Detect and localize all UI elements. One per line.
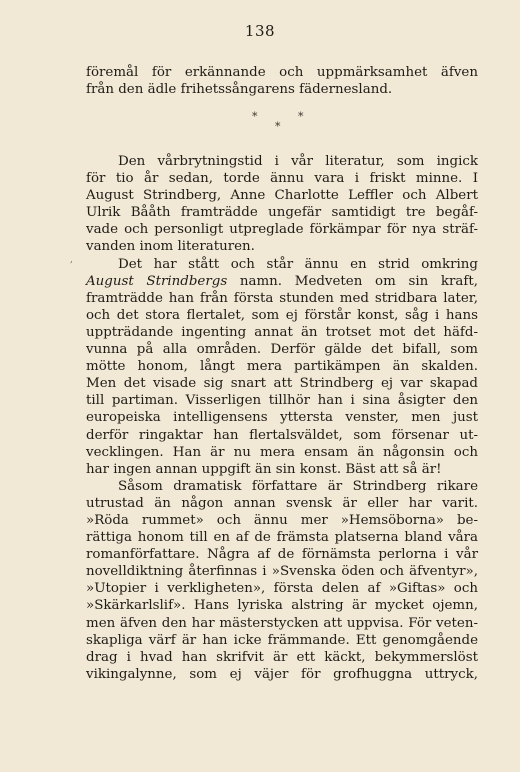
text-line: har ingen annan uppgift än sin konst. Bäst att så är! xyxy=(86,461,442,477)
intro-paragraph xyxy=(86,64,478,98)
text-line: romanförfattare. Några af de förnämsta perlorna i vår xyxy=(86,547,478,563)
text-line: Såsom dramatisk författare är Strindberg rikare xyxy=(118,478,478,494)
text-line: men äfven den har mästerstycken att uppvisa. För veten- xyxy=(86,615,478,631)
text-line: till partiman. Visserligen tillhör han i sina åsigter den xyxy=(86,393,478,409)
text-line: framträdde han från första stunden med stridbara later, xyxy=(86,290,478,306)
text-line: Det har stått och står ännu en strid omkring xyxy=(118,256,478,272)
asterisk-mark: * xyxy=(252,110,258,123)
italic-name: August Strindbergs xyxy=(86,273,228,289)
margin-mark: , xyxy=(70,255,73,265)
text-line: August Strindberg, Anne Charlotte Leffler och Albert xyxy=(86,188,478,204)
section-separator xyxy=(0,110,520,134)
body-text xyxy=(86,153,478,683)
text-line: August Strindbergs namn. Medveten om sin kraft, xyxy=(86,273,478,289)
text-line: uppträdande ingenting annat än trotset mot det häfd- xyxy=(86,324,478,340)
text-line: skapliga värf är han icke främmande. Ett genomgående xyxy=(86,632,478,648)
text-line: Den vårbrytningstid i vår literatur, som ingick xyxy=(118,154,478,169)
text-line: vecklingen. Han är nu mera ensam än någonsin och xyxy=(86,444,478,460)
page-number: 138 xyxy=(244,22,276,40)
text-line: för tio år sedan, torde ännu vara i friskt minne. I xyxy=(86,171,478,187)
text-line: utrustad än någon annan svensk är eller har varit. xyxy=(86,495,478,511)
text-line: Ulrik Bååth framträdde ungefär samtidigt tre begåf- xyxy=(86,205,478,221)
text-line: novelldiktning återfinnas i »Svenska öden och äfventyr», xyxy=(86,564,478,580)
text-line: och det stora flertalet, som ej förstår konst, såg i hans xyxy=(86,307,478,323)
text-line: Men det visade sig snart att Strindberg ej var skapad xyxy=(86,376,478,392)
text-line: rättiga honom till en af de främsta platserna bland våra xyxy=(86,530,478,546)
text-line: »Röda rummet» och ännu mer »Hemsöborna» be- xyxy=(86,512,478,528)
text-line: »Utopier i verkligheten», första delen af »Giftas» och xyxy=(86,581,478,597)
text-line: vikingalynne, som ej väjer för grofhuggna uttryck, xyxy=(86,666,478,682)
text-line: vade och personligt utpreglade förkämpar för nya sträf- xyxy=(86,222,478,238)
text-line: europeiska intelligensens yttersta venster, men just xyxy=(86,410,478,426)
text-line: föremål för erkännande och uppmärksamhet äfven xyxy=(86,65,478,80)
asterisk-mark: * xyxy=(275,120,281,133)
text-line: »Skärkarlslif». Hans lyriska alstring är mycket ojemn, xyxy=(86,598,478,614)
asterisk-mark: * xyxy=(298,110,304,123)
text-line: från den ädle frihetssångarens fädernesland. xyxy=(86,82,393,98)
text-line: mötte honom, långt mera partikämpen än skalden. xyxy=(86,359,478,375)
text-line: vunna på alla områden. Derför gälde det bifall, som xyxy=(86,342,478,358)
text-line: drag i hvad han skrifvit är ett käckt, bekymmerslöst xyxy=(86,649,478,665)
text-line: vanden inom literaturen. xyxy=(86,239,255,255)
text-line: derför ringaktar han flertalsväldet, som försenar ut- xyxy=(86,427,478,443)
